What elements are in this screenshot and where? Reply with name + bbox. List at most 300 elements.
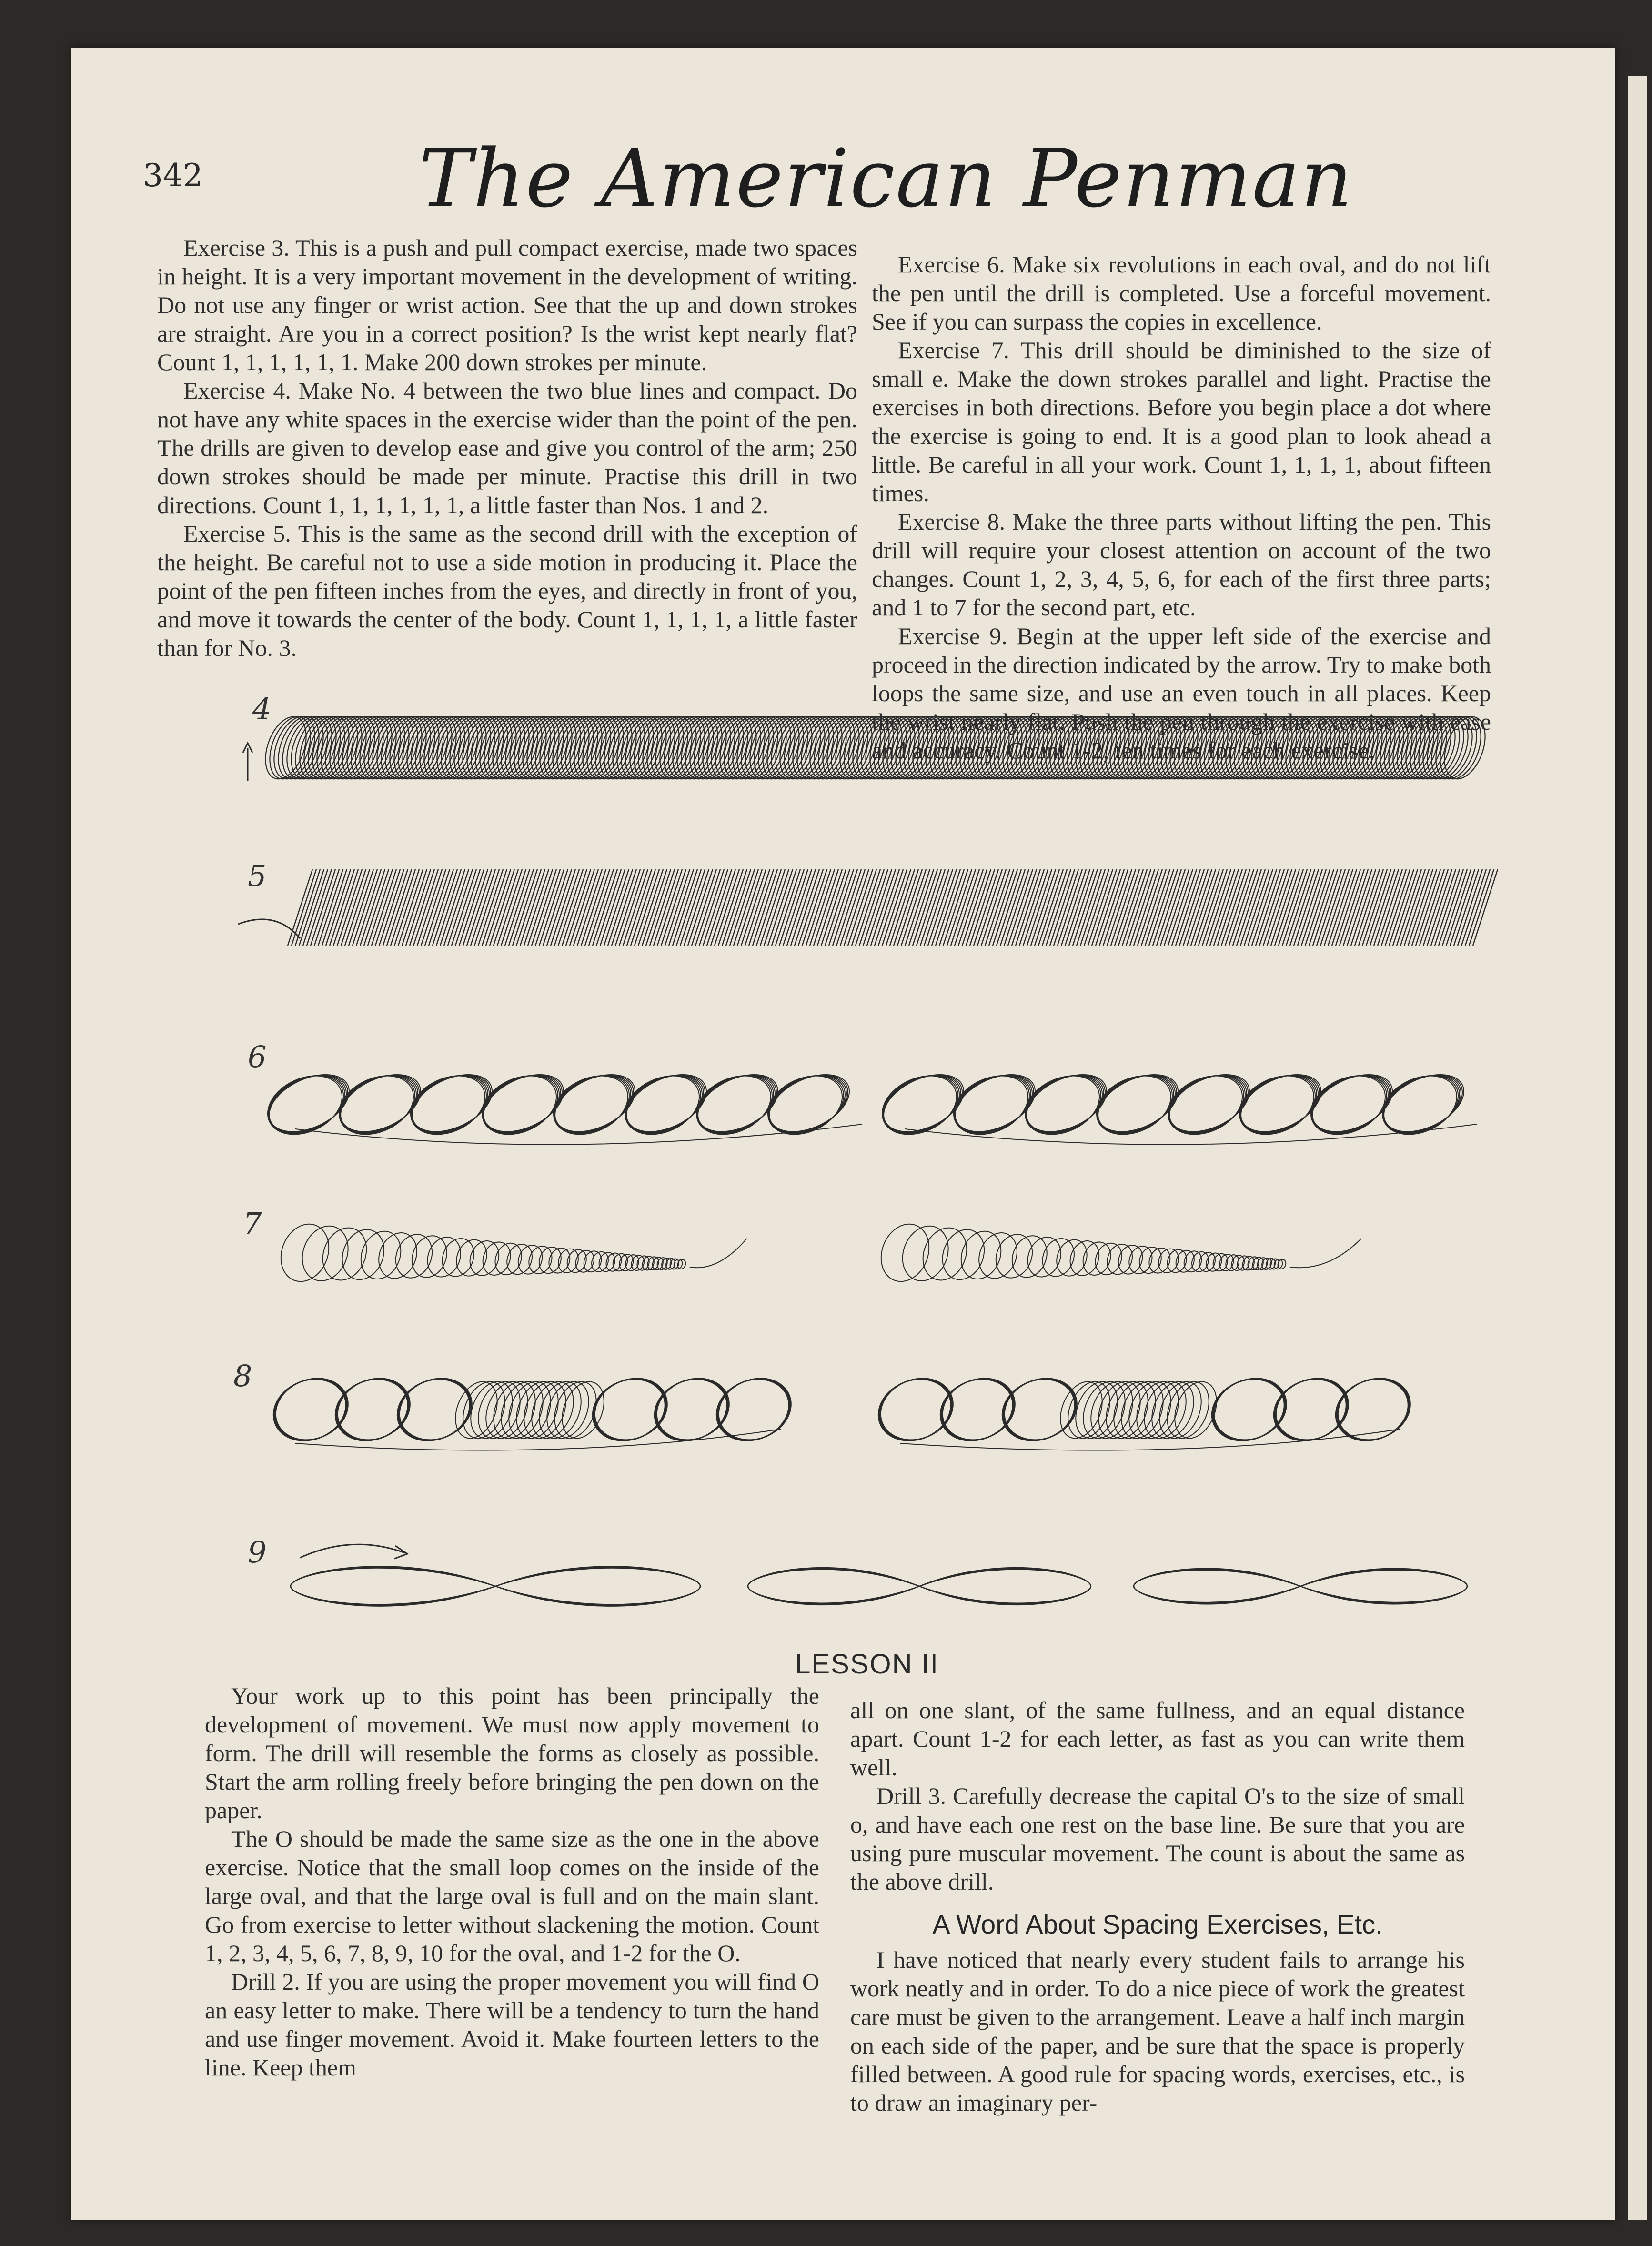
slant-stroke: [349, 869, 373, 946]
slant-stroke: [627, 869, 652, 946]
slant-stroke: [1259, 869, 1284, 946]
oval-stroke: [646, 1369, 737, 1451]
slant-stroke: [1309, 869, 1334, 946]
continuation-text: all on one slant, of the same fullness, and an equal distance apart. Count 1-2 for each letter, as fast as you can write them well.: [850, 1697, 1465, 1781]
drill-label-8: 8: [233, 1359, 252, 1393]
slant-stroke: [715, 869, 739, 946]
slant-stroke: [1145, 869, 1170, 946]
slant-stroke: [471, 869, 495, 946]
oval-stroke: [266, 1368, 357, 1450]
slant-stroke: [1469, 869, 1494, 946]
oval-stroke: [931, 1369, 1022, 1451]
slant-stroke: [798, 869, 823, 946]
slant-stroke: [429, 869, 453, 946]
oval-stroke: [388, 1369, 479, 1451]
header: [143, 129, 1524, 229]
oval-stroke: [647, 1368, 738, 1450]
slant-stroke: [532, 869, 556, 946]
slant-stroke: [882, 869, 907, 946]
slant-stroke: [836, 869, 861, 946]
slant-stroke: [1237, 869, 1261, 946]
slant-stroke: [1050, 869, 1075, 946]
slant-stroke: [452, 869, 476, 946]
slant-stroke: [425, 869, 450, 946]
oval-stroke: [1265, 1369, 1356, 1451]
slant-stroke: [661, 869, 686, 946]
slant-stroke: [1126, 869, 1151, 946]
drill-label-6: 6: [248, 1039, 267, 1074]
exercise-3-text: Exercise 3. This is a push and pull compact exercise, made two spaces in height. It is a very important movement in the development of writing. Do not use any finger or wrist action. See that the up and down strokes are straight. Are you in a correct position? Is the wrist kept nearly flat? Count 1, 1, 1, 1, 1, 1. Make 200 down strokes per minute.: [157, 234, 857, 375]
slant-stroke: [581, 869, 606, 946]
slant-stroke: [417, 869, 442, 946]
slant-stroke: [638, 869, 663, 946]
slant-stroke: [353, 869, 377, 946]
oval-stroke: [294, 1219, 356, 1288]
slant-stroke: [791, 869, 816, 946]
slant-stroke: [1324, 869, 1349, 946]
exercise-8-text: Exercise 8. Make the three parts without lifting the pen. This drill will require your closest attention on account of the two changes. Count 1, 2, 3, 4, 5, 6, for each of the first three parts; and 1 to 7 for the second part, etc.: [872, 508, 1491, 621]
slant-stroke: [981, 869, 1006, 946]
slant-stroke: [699, 869, 724, 946]
oval-stroke: [707, 1369, 798, 1451]
slant-stroke: [1214, 869, 1239, 946]
slant-stroke: [1248, 869, 1273, 946]
slant-stroke: [1366, 869, 1391, 946]
slant-stroke: [1400, 869, 1425, 946]
slant-stroke: [1134, 869, 1158, 946]
oval-stroke: [584, 1369, 675, 1451]
slant-stroke: [303, 869, 328, 946]
slant-stroke: [375, 869, 400, 946]
slant-stroke: [1027, 869, 1052, 946]
slant-stroke: [1301, 869, 1326, 946]
slant-stroke: [486, 869, 511, 946]
slant-stroke: [307, 869, 332, 946]
slant-stroke: [1210, 869, 1235, 946]
slant-stroke: [440, 869, 465, 946]
slant-stroke: [509, 869, 534, 946]
slant-stroke: [337, 869, 362, 946]
slant-stroke: [650, 869, 675, 946]
slant-stroke: [612, 869, 636, 946]
slant-stroke: [703, 869, 728, 946]
slant-stroke: [589, 869, 614, 946]
slant-stroke: [345, 869, 370, 946]
masthead-title: The American Penman: [419, 132, 1353, 225]
oval-stroke: [264, 1369, 355, 1451]
slant-stroke: [398, 869, 423, 946]
oval-stroke: [709, 1368, 800, 1450]
slant-stroke: [936, 869, 960, 946]
slant-stroke: [1362, 869, 1387, 946]
slant-stroke: [913, 869, 937, 946]
slant-stroke: [966, 869, 991, 946]
slant-stroke: [1023, 869, 1048, 946]
slant-stroke: [993, 869, 1017, 946]
slant-stroke: [707, 869, 732, 946]
slant-stroke: [859, 869, 884, 946]
oval-stroke: [326, 1369, 417, 1451]
oval-stroke: [707, 1369, 798, 1451]
slant-stroke: [657, 869, 682, 946]
slant-stroke: [867, 869, 892, 946]
slant-stroke: [566, 869, 591, 946]
slant-stroke: [1118, 869, 1143, 946]
oval-stroke: [870, 1369, 961, 1451]
oval-stroke: [584, 1368, 675, 1450]
exit-stroke: [1290, 1239, 1361, 1268]
oval-stroke: [328, 1368, 419, 1450]
slant-stroke: [1038, 869, 1063, 946]
slant-stroke: [635, 869, 659, 946]
oval-stroke: [645, 1369, 736, 1451]
slant-stroke: [1332, 869, 1357, 946]
slant-stroke: [886, 869, 911, 946]
oval-stroke: [869, 1369, 960, 1451]
slant-stroke: [547, 869, 572, 946]
slant-stroke: [1351, 869, 1376, 946]
slant-stroke: [341, 869, 366, 946]
slant-stroke: [817, 869, 842, 946]
slant-stroke: [974, 869, 998, 946]
oval-stroke: [327, 1368, 418, 1450]
page-number: 342: [143, 157, 203, 194]
slant-stroke: [1065, 869, 1090, 946]
slant-stroke: [1416, 869, 1440, 946]
slant-stroke: [962, 869, 987, 946]
slant-stroke: [1092, 869, 1117, 946]
slant-stroke: [1355, 869, 1380, 946]
slant-stroke: [497, 869, 522, 946]
oval-stroke: [709, 1368, 800, 1450]
oval-stroke: [583, 1369, 674, 1451]
slant-stroke: [741, 869, 766, 946]
slant-stroke: [1122, 869, 1147, 946]
drill-label-9: 9: [248, 1535, 267, 1570]
oval-stroke: [1267, 1368, 1358, 1450]
slant-stroke: [1202, 869, 1227, 946]
oval-stroke: [1265, 1369, 1356, 1451]
slant-stroke: [562, 869, 587, 946]
slant-stroke: [543, 869, 568, 946]
slant-stroke: [1347, 869, 1372, 946]
slant-stroke: [951, 869, 976, 946]
oval-stroke: [931, 1369, 1022, 1451]
slant-stroke: [1393, 869, 1418, 946]
slant-stroke: [570, 869, 594, 946]
slant-stroke: [939, 869, 964, 946]
slant-stroke: [1435, 869, 1460, 946]
slant-stroke: [1153, 869, 1178, 946]
arrow-icon: [243, 743, 252, 781]
slant-stroke: [1054, 869, 1078, 946]
slant-stroke: [551, 869, 575, 946]
oval-stroke: [1204, 1368, 1295, 1450]
slant-stroke: [977, 869, 1002, 946]
oval-stroke: [933, 1368, 1024, 1450]
oval-stroke: [645, 1369, 736, 1451]
slant-stroke: [1263, 869, 1288, 946]
slant-stroke: [1454, 869, 1479, 946]
slant-stroke: [1099, 869, 1124, 946]
exercise-4-text: Exercise 4. Make No. 4 between the two blue lines and compact. Do not have any white spaces in the exercise wider than the point of the pen. The drills are given to develop ease and give you control of the arm; 250 down strokes should be made per minute. Practise this drill in two directions. Count 1, 1, 1, 1, 1, 1, a little faster than Nos. 1 and 2.: [157, 377, 857, 518]
slant-stroke: [364, 869, 389, 946]
slant-stroke: [1423, 869, 1448, 946]
slant-stroke: [753, 869, 777, 946]
slant-stroke: [1008, 869, 1033, 946]
slant-stroke: [1431, 869, 1456, 946]
slant-stroke: [997, 869, 1021, 946]
slant-stroke: [356, 869, 381, 946]
slant-stroke: [745, 869, 770, 946]
slant-stroke: [684, 869, 709, 946]
slant-stroke: [1359, 869, 1383, 946]
slant-stroke: [1149, 869, 1174, 946]
exercise-7-text: Exercise 7. This drill should be diminished to the size of small e. Make the down strokes parallel and light. Practise the exercises in both directions. Before you begin place a dot where the exercise is going to end. It is a good plan to look ahead a little. Be careful in all your work. Count 1, 1, 1, 1, about fifteen times.: [872, 337, 1491, 506]
slant-stroke: [665, 869, 690, 946]
oval-stroke: [1327, 1369, 1418, 1451]
slant-stroke: [1103, 869, 1128, 946]
slant-stroke: [1408, 869, 1433, 946]
slant-stroke: [958, 869, 983, 946]
slant-stroke: [524, 869, 549, 946]
slant-stroke: [1271, 869, 1296, 946]
slant-stroke: [1187, 869, 1212, 946]
oval-stroke: [1328, 1368, 1419, 1450]
slant-stroke: [1450, 869, 1475, 946]
oval-stroke: [272, 1217, 337, 1289]
slant-stroke: [806, 869, 831, 946]
slant-stroke: [890, 869, 915, 946]
slant-stroke: [1294, 869, 1319, 946]
slant-stroke: [688, 869, 713, 946]
oval-stroke: [265, 1368, 356, 1450]
slant-stroke: [1290, 869, 1315, 946]
slant-stroke: [1058, 869, 1082, 946]
slant-stroke: [1157, 869, 1181, 946]
slant-stroke: [1378, 869, 1402, 946]
slant-stroke: [314, 869, 339, 946]
slant-stroke: [478, 869, 503, 946]
slant-stroke: [387, 869, 412, 946]
slant-stroke: [615, 869, 640, 946]
slant-stroke: [875, 869, 899, 946]
slant-stroke: [299, 869, 324, 946]
slant-stroke: [776, 869, 800, 946]
slant-stroke: [394, 869, 419, 946]
slant-stroke: [1458, 869, 1482, 946]
slant-stroke: [406, 869, 431, 946]
slant-stroke: [539, 869, 564, 946]
oval-stroke: [1326, 1369, 1417, 1451]
slant-stroke: [646, 869, 671, 946]
slant-stroke: [749, 869, 774, 946]
slant-stroke: [814, 869, 838, 946]
slant-stroke: [1073, 869, 1098, 946]
slant-stroke: [593, 869, 617, 946]
slant-stroke: [1164, 869, 1189, 946]
slant-stroke: [474, 869, 499, 946]
slant-stroke: [795, 869, 819, 946]
slant-stroke: [528, 869, 553, 946]
spacing-text: I have noticed that nearly every student fails to arrange his work neatly and in order. To do a nice piece of work the greatest care must be given to the arrangement. Leave a half inch margin on each side of the paper, and be sure that the space is properly filled between. A good rule for spacing words, exercises, etc., is to draw an imaginary per-: [850, 1946, 1465, 2116]
slant-stroke: [330, 869, 354, 946]
slant-stroke: [772, 869, 796, 946]
exit-stroke: [690, 1239, 747, 1268]
drill-label-5: 5: [248, 858, 267, 893]
slant-stroke: [722, 869, 747, 946]
slant-stroke: [1172, 869, 1197, 946]
slant-stroke: [1160, 869, 1185, 946]
slant-stroke: [1233, 869, 1258, 946]
slant-stroke: [577, 869, 602, 946]
slant-stroke: [783, 869, 808, 946]
slant-stroke: [779, 869, 804, 946]
slant-stroke: [1343, 869, 1368, 946]
slant-stroke: [1000, 869, 1025, 946]
slant-stroke: [1427, 869, 1452, 946]
slant-stroke: [897, 869, 922, 946]
capital-o-text: The O should be made the same size as the one in the above exercise. Notice that the small loop comes on the inside of the large oval, and that the large oval is full and on the main slant. Go from exercise to letter without slackening the motion. Count 1, 2, 3, 4, 5, 6, 7, 8, 9, 10 for the oval, and 1-2 for the O.: [205, 1825, 819, 1966]
slant-stroke: [1061, 869, 1086, 946]
slant-stroke: [1115, 869, 1139, 946]
slant-stroke: [1035, 869, 1059, 946]
slant-stroke: [848, 869, 873, 946]
oval-stroke: [1204, 1368, 1295, 1450]
drill-7-diminishing-ovals: [272, 1217, 1361, 1289]
slant-stroke: [909, 869, 934, 946]
slant-stroke: [402, 869, 427, 946]
slant-stroke: [501, 869, 526, 946]
slant-stroke: [924, 869, 949, 946]
slant-stroke: [448, 869, 473, 946]
slant-stroke: [821, 869, 846, 946]
slant-stroke: [654, 869, 678, 946]
slant-stroke: [901, 869, 926, 946]
slant-stroke: [311, 869, 335, 946]
slant-stroke: [1229, 869, 1254, 946]
slant-stroke: [444, 869, 469, 946]
slant-stroke: [768, 869, 793, 946]
slant-stroke: [844, 869, 869, 946]
slant-stroke: [1111, 869, 1136, 946]
slant-stroke: [433, 869, 457, 946]
slant-stroke: [1404, 869, 1429, 946]
oval-stroke: [585, 1368, 676, 1450]
slant-stroke: [535, 869, 560, 946]
slant-stroke: [756, 869, 781, 946]
slant-stroke: [955, 869, 979, 946]
spacing-section-heading: A Word About Spacing Exercises, Etc.: [932, 1909, 1383, 1939]
slant-stroke: [1225, 869, 1250, 946]
oval-stroke: [326, 1369, 417, 1451]
slant-stroke: [760, 869, 785, 946]
slant-stroke: [288, 869, 312, 946]
drill-4-compact-ovals: [243, 711, 1493, 785]
slant-stroke: [1313, 869, 1338, 946]
slant-stroke: [802, 869, 827, 946]
oval-stroke: [708, 1369, 799, 1451]
slant-stroke: [928, 869, 953, 946]
slant-stroke: [1240, 869, 1265, 946]
bottom-right-column: [850, 1696, 1465, 2117]
adjacent-page-edge: [1628, 76, 1647, 2220]
slant-stroke: [360, 869, 385, 946]
oval-stroke: [994, 1369, 1085, 1451]
slant-stroke: [494, 869, 518, 946]
slant-stroke: [1473, 869, 1498, 946]
slant-stroke: [1370, 869, 1395, 946]
drill-9-figure-eights: [291, 1544, 1467, 1606]
exercise-9-text: Exercise 9. Begin at the upper left side of the exercise and proceed in the direction indicated by the arrow. Try to make both loops the same size, and use an even touch in all places. Keep the wrist nearly flat. Push the pen through the exercise with ease and accuracy. Count 1-2, ten times for each exercise.: [872, 623, 1491, 764]
slant-stroke: [520, 869, 545, 946]
slant-stroke: [1138, 869, 1162, 946]
oval-stroke: [1203, 1369, 1294, 1451]
drill-5-push-pull: [238, 869, 1498, 946]
slant-stroke: [1298, 869, 1322, 946]
slant-stroke: [1305, 869, 1330, 946]
slant-stroke: [1439, 869, 1463, 946]
oval-stroke: [328, 1368, 419, 1450]
slant-stroke: [379, 869, 404, 946]
slant-stroke: [840, 869, 865, 946]
slant-stroke: [1385, 869, 1410, 946]
oval-stroke: [993, 1369, 1084, 1451]
slant-stroke: [1389, 869, 1414, 946]
slant-stroke: [1042, 869, 1067, 946]
slant-stroke: [856, 869, 880, 946]
slant-stroke: [585, 869, 610, 946]
slant-stroke: [295, 869, 320, 946]
slant-stroke: [989, 869, 1014, 946]
oval-stroke: [327, 1369, 418, 1451]
slant-stroke: [1069, 869, 1094, 946]
slant-stroke: [764, 869, 789, 946]
slant-stroke: [695, 869, 720, 946]
slant-stroke: [1282, 869, 1307, 946]
slant-stroke: [596, 869, 621, 946]
slant-stroke: [1195, 869, 1219, 946]
oval-stroke: [1266, 1368, 1357, 1450]
slant-stroke: [829, 869, 854, 946]
slant-stroke: [871, 869, 896, 946]
figure-eight-stroke: [291, 1566, 700, 1606]
slant-stroke: [1465, 869, 1490, 946]
slant-stroke: [513, 869, 537, 946]
slant-stroke: [326, 869, 351, 946]
slant-stroke: [1031, 869, 1056, 946]
oval-stroke: [1205, 1368, 1296, 1450]
slant-stroke: [322, 869, 347, 946]
slant-stroke: [1206, 869, 1231, 946]
slant-stroke: [463, 869, 488, 946]
slant-stroke: [1088, 869, 1113, 946]
oval-stroke: [266, 1368, 357, 1450]
slant-stroke: [673, 869, 697, 946]
figure-eight-stroke: [1134, 1569, 1467, 1604]
top-left-column: [157, 233, 857, 662]
oval-stroke: [1203, 1369, 1294, 1451]
slant-stroke: [574, 869, 598, 946]
drill-3-text: Drill 3. Carefully decrease the capital O's to the size of small o, and have each one rest on the base line. Be sure that you are using pure muscular movement. The count is about the same as the above drill.: [850, 1783, 1465, 1895]
slant-stroke: [787, 869, 812, 946]
slant-stroke: [1179, 869, 1204, 946]
drill-2-text: Drill 2. If you are using the proper movement you will find O an easy letter to make. There will be a tendency to turn the hand and use finger movement. Avoid it. Make fourteen letters to the line. Keep them: [205, 1968, 819, 2081]
slant-stroke: [1328, 869, 1353, 946]
slant-stroke: [943, 869, 968, 946]
slant-stroke: [1221, 869, 1246, 946]
slant-stroke: [833, 869, 857, 946]
